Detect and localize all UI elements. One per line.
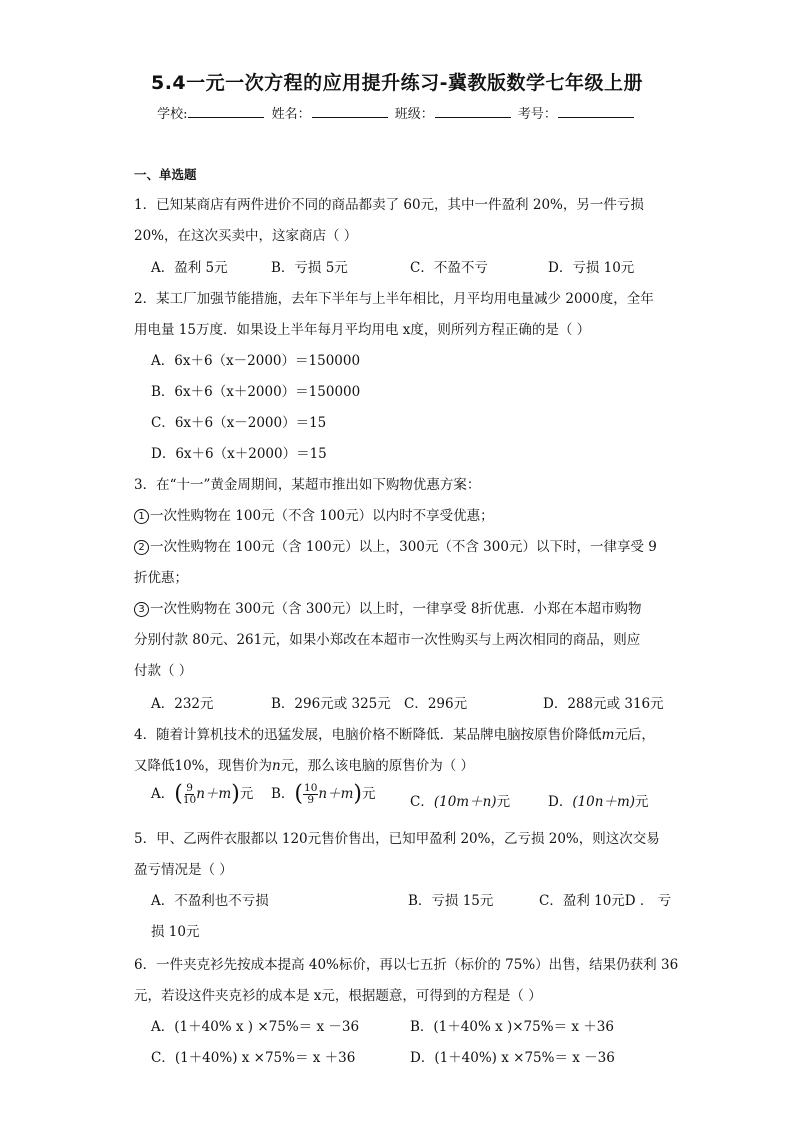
q3-option-c: C．296元 [404,696,468,712]
q3-option-a: A．232元 [151,696,214,712]
class-label: 班级： [394,107,434,122]
q3-rule1: 1 一次性购物在 100元（不含 100元）以内时不享受优惠； [134,504,494,524]
school-label: 学校: [157,107,188,122]
q4-line1: 4．随着计算机技术的迅猛发展，电脑价格不断降低．某品牌电脑按原售价降低m元后， [134,727,655,743]
school-blank[interactable] [188,105,264,118]
q3-option-b: B．296元或 325元 [271,696,391,712]
q4-line2: 又降低10%，现售价为n元，那么该电脑的原售价为（ ） [134,758,475,774]
q6-line2: 元，若设这件夹克衫的成本是 x元，根据题意，可得到的方程是（ ） [134,988,542,1004]
name-label: 姓名： [271,107,311,122]
var-m: m [601,727,615,743]
q3-line1: 3．在“十一”黄金周期间，某超市推出如下购物优惠方案： [134,477,481,493]
q5-option-a: A．不盈利也不亏损 [151,893,269,909]
q4-option-c: C．(10m＋n)元 [410,794,511,810]
section-heading: 一、单选题 [134,167,197,182]
q6-option-c: C．(1＋40%) x ×75%＝ x ＋36 [151,1050,356,1066]
q1-option-d: D．亏损 10元 [548,260,635,276]
q2-option-d: D．6x＋6（x＋2000）＝15 [151,446,327,462]
q4-option-b: B．( $\frac{10}{9}$ n＋m)元 [271,781,376,807]
student-info-row [0,103,794,122]
q3-line7: 付款（ ） [134,663,193,679]
class-blank[interactable] [435,105,511,118]
q3-rule2-cont: 折优惠； [134,570,188,586]
q5-option-b: B．亏损 15元 [408,893,494,909]
q6-option-d: D．(1＋40%) x ×75%＝ x －36 [410,1050,615,1066]
q1-line1: 1．已知某商店有两件进价不同的商品都卖了 60元，其中一件盈利 20%，另一件亏损 [134,197,644,213]
circled-3-icon: 3 [134,602,149,617]
fraction-10-9: $\frac{10}{9}$ [304,782,318,806]
q2-line2: 用电量 15万度．如果设上半年每月平均用电 x度，则所列方程正确的是（ ） [134,322,591,338]
fraction-9-10: $\frac{9}{10}$ [182,782,197,806]
q4-option-d: D．(10n＋m)元 [548,794,649,810]
q2-option-a: A．6x＋6（x－2000）＝150000 [151,353,361,369]
q2-line1: 2．某工厂加强节能措施，去年下半年与上半年相比，月平均用电量减少 2000度，全年 [134,291,654,307]
exam-no-blank[interactable] [558,105,634,118]
q1-line2: 20%，在这次买卖中，这家商店（ ） [134,228,358,244]
q1-option-a: A．盈利 5元 [151,260,228,276]
name-blank[interactable] [312,105,388,118]
q5-option-c: C．盈利 10元D ． 亏 [539,893,672,909]
circled-1-icon: 1 [134,509,149,524]
q3-rule3: 3 一次性购物在 300元（含 300元）以上时，一律享受 8折优惠．小郑在本超市购物 [134,597,642,617]
exam-no-label: 考号： [517,107,557,122]
q3-option-d: D．288元或 316元 [543,696,664,712]
q6-line1: 6．一件夹克衫先按成本提高 40%标价，再以七五折（标价的 75%）出售，结果仍获利 36 [134,957,679,973]
q5-line2: 盈亏情况是（ ） [134,862,233,878]
q3-rule2: 2 一次性购物在 100元（含 100元）以上，300元（不含 300元）以下时，一律享受 9 [134,535,657,555]
q2-option-c: C．6x＋6（x－2000）＝15 [151,415,327,431]
q5-line1: 5．甲、乙两件衣服都以 120元售价售出，已知甲盈利 20%，乙亏损 20%，则这次交易 [134,831,660,847]
q1-option-c: C．不盈不亏 [410,260,488,276]
q5-option-d-cont: 损 10元 [151,924,200,940]
circled-2-icon: 2 [134,540,149,555]
q4-option-a: A．( $\frac{9}{10}$ n＋m)元 [151,781,254,807]
q1-option-b: B．亏损 5元 [271,260,348,276]
var-n: n [272,758,281,774]
q6-option-b: B．(1＋40% x )×75%＝ x ＋36 [410,1019,614,1035]
q2-option-b: B．6x＋6（x＋2000）＝150000 [151,384,361,400]
page-title: 5.4一元一次方程的应用提升练习-冀教版数学七年级上册 [150,72,644,94]
q6-option-a: A．(1＋40% x ) ×75%＝ x －36 [151,1019,360,1035]
q3-line6: 分别付款 80元、261元，如果小郑改在本超市一次性购买与上两次相同的商品，则应 [134,632,641,648]
